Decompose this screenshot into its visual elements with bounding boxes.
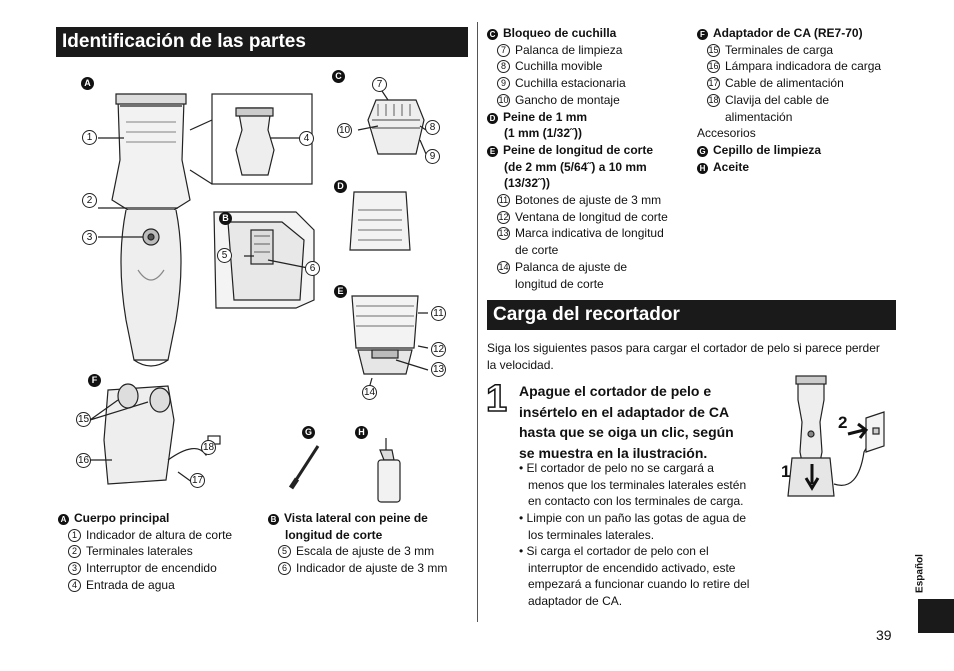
badge-B: B xyxy=(268,514,279,525)
label-17: 17 xyxy=(191,475,204,486)
bullet-line: en contacto con los terminales de carga. xyxy=(528,494,744,509)
parts-A-item: Interruptor de encendido xyxy=(86,561,217,576)
parts-B-title: Vista lateral con peine de xyxy=(284,511,428,525)
num-16: 16 xyxy=(708,61,719,72)
label-5: 5 xyxy=(217,248,232,263)
parts-C-item: Palanca de limpieza xyxy=(515,42,623,57)
parts-E-item: Palanca de ajuste de xyxy=(515,259,628,274)
label-15: 15 xyxy=(77,414,90,425)
label-3: 3 xyxy=(82,230,97,245)
bullet-line: • Limpie con un paño las gotas de agua de xyxy=(519,511,747,525)
label-12: 12 xyxy=(432,344,445,355)
num-1: 1 xyxy=(68,529,81,542)
badge-F: F xyxy=(697,29,708,40)
label-G: G xyxy=(302,426,315,439)
bullet-line: • Si carga el cortador de pelo con el xyxy=(519,544,709,558)
num-2: 2 xyxy=(68,545,81,558)
parts-C-item: Gancho de montaje xyxy=(515,92,620,107)
parts-E-item: Ventana de longitud de corte xyxy=(515,209,668,224)
label-7: 7 xyxy=(372,77,387,92)
parts-F-item: Clavija del cable de xyxy=(725,92,830,107)
bullet-line: los terminales laterales. xyxy=(528,527,655,542)
num-18: 18 xyxy=(708,94,719,105)
parts-H-title: Aceite xyxy=(713,159,750,174)
label-8: 8 xyxy=(425,120,440,135)
parts-A-item: Indicador de altura de corte xyxy=(86,527,233,542)
num-13: 13 xyxy=(498,228,509,239)
parts-A-title: Cuerpo principal xyxy=(74,511,170,525)
parts-list-F-G-H xyxy=(697,25,881,175)
parts-C-item: Cuchilla estacionaria xyxy=(515,76,626,91)
parts-F-item-cont: alimentación xyxy=(725,109,793,124)
charge-intro-line: la velocidad. xyxy=(487,357,554,372)
parts-list-C-D-E xyxy=(487,25,668,292)
label-4: 4 xyxy=(299,131,314,146)
step-heading-line: Apague el cortador de pelo e xyxy=(519,383,712,399)
parts-F-title: Adaptador de CA (RE7-70) xyxy=(713,26,863,40)
parts-E-item-cont: de corte xyxy=(515,243,559,258)
parts-A-item: Terminales laterales xyxy=(86,544,193,559)
num-11: 11 xyxy=(498,195,509,206)
num-5: 5 xyxy=(278,545,291,558)
bullet-line: interruptor de encendido activado, este xyxy=(528,560,736,575)
section-header-carga: Carga del recortador xyxy=(487,300,896,330)
label-B: B xyxy=(219,212,232,225)
parts-D-title: Peine de 1 mm xyxy=(503,109,588,124)
num-6: 6 xyxy=(278,562,291,575)
label-D: D xyxy=(334,180,347,193)
language-tab xyxy=(918,599,954,633)
accesorios-label: Accesorios xyxy=(697,126,756,141)
step-arrow-label-1: 1 xyxy=(781,462,791,481)
column-divider xyxy=(477,22,478,622)
parts-D-title-cont: (1 mm (1/32˝)) xyxy=(504,126,583,141)
badge-D: D xyxy=(487,113,498,124)
step-bullet xyxy=(519,460,746,510)
step-bullet xyxy=(519,510,746,543)
page-number: 39 xyxy=(876,627,892,643)
num-14: 14 xyxy=(498,261,509,272)
step-number: 1 xyxy=(486,378,508,420)
num-9: 9 xyxy=(497,77,510,90)
step-bullet xyxy=(519,543,749,610)
label-14: 14 xyxy=(363,387,376,398)
parts-B-item: Escala de ajuste de 3 mm xyxy=(296,544,435,559)
label-16: 16 xyxy=(77,455,90,466)
num-17: 17 xyxy=(708,78,719,89)
language-label: Español xyxy=(914,554,926,593)
label-13: 13 xyxy=(432,364,445,375)
bullet-line: adaptador de CA. xyxy=(528,594,623,609)
parts-C-title: Bloqueo de cuchilla xyxy=(503,26,617,40)
step-heading-line: insértelo en el adaptador de CA xyxy=(519,403,730,420)
bullet-line: empezará a funcionar cuando lo retire del xyxy=(528,577,750,592)
bullet-line: • El cortador de pelo no se cargará a xyxy=(519,461,714,475)
label-10: 10 xyxy=(338,125,351,136)
charge-intro-line: Siga los siguientes pasos para cargar el cortador de pelo si parece perder xyxy=(487,341,880,355)
parts-F-item: Cable de alimentación xyxy=(725,76,844,91)
label-18: 18 xyxy=(202,442,215,453)
step-heading-line: se muestra en la ilustración. xyxy=(519,444,708,461)
parts-illustration xyxy=(56,60,476,510)
label-11: 11 xyxy=(431,306,446,321)
step-heading-line: hasta que se oiga un clic, según xyxy=(519,424,734,440)
label-2: 2 xyxy=(82,193,97,208)
parts-F-item: Terminales de carga xyxy=(725,42,834,57)
label-H: H xyxy=(355,426,368,439)
badge-A: A xyxy=(58,514,69,525)
charge-intro xyxy=(487,340,880,373)
num-12: 12 xyxy=(498,211,509,222)
charging-illustration xyxy=(778,372,898,512)
parts-list-A xyxy=(58,510,232,594)
num-4: 4 xyxy=(68,579,81,592)
num-3: 3 xyxy=(68,562,81,575)
parts-E-title-cont: (de 2 mm (5/64˝) a 10 mm xyxy=(504,159,647,174)
parts-F-item: Lámpara indicadora de carga xyxy=(725,59,882,74)
label-6: 6 xyxy=(305,261,320,276)
num-15: 15 xyxy=(708,44,719,55)
label-F: F xyxy=(88,374,101,387)
step-arrow-label-2: 2 xyxy=(838,413,848,432)
parts-B-item: Indicador de ajuste de 3 mm xyxy=(296,561,448,576)
parts-A-item: Entrada de agua xyxy=(86,577,175,592)
num-10: 10 xyxy=(498,94,509,105)
bullet-line: menos que los terminales laterales estén xyxy=(528,477,747,492)
num-8: 8 xyxy=(497,60,510,73)
parts-E-item-cont: longitud de corte xyxy=(515,276,604,291)
parts-E-item: Marca indicativa de longitud xyxy=(515,226,664,241)
badge-H: H xyxy=(697,163,708,174)
parts-E-title: Peine de longitud de corte xyxy=(503,142,654,157)
badge-G: G xyxy=(697,146,708,157)
parts-list-B xyxy=(268,510,447,577)
label-A: A xyxy=(81,77,94,90)
parts-G-title: Cepillo de limpieza xyxy=(713,142,822,157)
parts-B-title-cont: longitud de corte xyxy=(285,527,383,542)
num-7: 7 xyxy=(497,44,510,57)
badge-C: C xyxy=(487,29,498,40)
step-heading xyxy=(519,381,734,463)
parts-E-title-cont: (13/32˝)) xyxy=(504,176,551,191)
section-header-identificacion: Identificación de las partes xyxy=(56,27,468,57)
label-9: 9 xyxy=(425,149,440,164)
parts-C-item: Cuchilla movible xyxy=(515,59,603,74)
label-E: E xyxy=(334,285,347,298)
label-1: 1 xyxy=(82,130,97,145)
label-C: C xyxy=(332,70,345,83)
parts-E-item: Botones de ajuste de 3 mm xyxy=(515,193,662,208)
badge-E: E xyxy=(487,146,498,157)
